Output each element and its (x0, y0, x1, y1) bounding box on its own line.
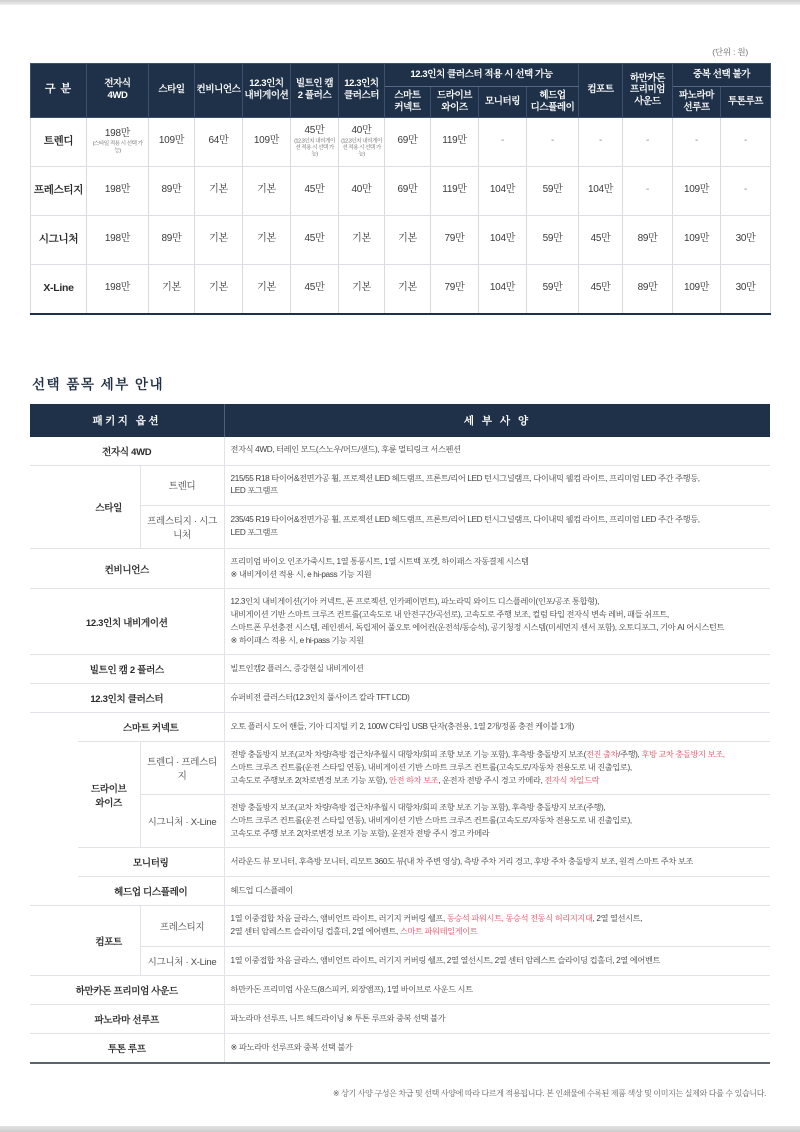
spec-cell-navi (224, 589, 770, 655)
matrix-cell-harman: 89만 (623, 264, 673, 314)
spec-cell-style_trendy (224, 465, 770, 505)
spec-line: 헤드업 디스플레이 (230, 886, 293, 896)
matrix-cell-awd: 198만 (87, 166, 149, 215)
spec-line: 전방 충돌방지 보조(교차 차량/측방 접근차/추월시 대항차/회피 조향 보조 기능 포함), 후측방 충돌방지 보조(전진 출차/주행), 후방 교차 충돌방지 보조, (230, 750, 725, 760)
matrix-cell-monitoring: - (479, 117, 527, 166)
table-row (31, 166, 771, 215)
details-row-panorama (30, 1004, 770, 1033)
price-matrix-table (30, 63, 771, 315)
highlighted-text: 동승석 파워시트, 동승석 전동식 허리지지대 (446, 914, 593, 924)
matrix-cell-panorama: - (673, 117, 721, 166)
details-row-navi (30, 589, 770, 655)
option-label-awd: 전자식 4WD (30, 437, 224, 466)
spec-line: LED 포그램프 (230, 528, 278, 538)
matrix-cell-convenience: 기본 (195, 166, 243, 215)
spec-line: 전자식 4WD, 터레인 모드(스노우/머드/샌드), 후륜 멀티링크 서스펜션 (230, 445, 461, 455)
matrix-col-panorama (673, 86, 721, 117)
matrix-cell-navi: 기본 (243, 215, 291, 264)
option-group-spacer-style (30, 465, 78, 548)
matrix-trim-name: 시그니처 (31, 215, 87, 264)
matrix-cell-note: (12.3인치 내비게이션 적용 시 선택 가능) (341, 138, 382, 158)
details-row-builtincam (30, 655, 770, 684)
matrix-col-smartconnect (385, 86, 431, 117)
matrix-cell-hud: 59만 (527, 264, 579, 314)
matrix-trim-name: 트렌디 (31, 117, 87, 166)
spec-cell-smartconnect (224, 713, 770, 742)
matrix-col-hud (527, 86, 579, 117)
matrix-col-style: 스타일 (149, 64, 195, 118)
spec-cell-panorama (224, 1004, 770, 1033)
matrix-cell-cluster: 40만 (12.3인치 내비게이션 적용 시 선택 가능) (339, 117, 385, 166)
details-header-row (30, 404, 770, 437)
top-divider (0, 0, 800, 5)
matrix-cell-awd: 198만 (87, 264, 149, 314)
matrix-cell-comfort: 45만 (579, 215, 623, 264)
matrix-cell-monitoring: 104만 (479, 166, 527, 215)
matrix-cell-note: (스타일 적용 시 선택 가능) (92, 141, 143, 155)
spec-cell-convenience (224, 549, 770, 589)
spec-line: 2열 센터 암레스트 슬라이딩 컵홀더, 2열 에어벤트, 스마트 파워테일게이트 (230, 927, 478, 937)
matrix-col-dw-l2: 와이즈 (441, 101, 468, 113)
highlighted-text: 후방 교차 충돌방지 보조, (641, 750, 725, 760)
matrix-cell-hud: - (527, 117, 579, 166)
option-sublabel-comfort-prestige: 프레스티지 (140, 906, 224, 946)
details-row-drivewise-trendy (30, 742, 770, 795)
matrix-cell-convenience: 64만 (195, 117, 243, 166)
spec-line: 1열 이중접합 차음 글라스, 앰비언트 라이트, 러기지 커버링 쉘프, 2열 열선시트, 2열 센터 암레스트 슬라이딩 컵홀더, 2열 에어벤트 (230, 955, 661, 965)
spec-line: 고속도로 주행 보조 2(차로변경 보조 기능 포함), 운전자 전방 주시 경고 카메라 (230, 828, 490, 838)
matrix-cell-monitoring: 104만 (479, 215, 527, 264)
details-row-harman (30, 975, 770, 1004)
matrix-cell-style: 기본 (149, 264, 195, 314)
matrix-col-awd-l2: 4WD (107, 90, 128, 102)
matrix-cell-smartconnect: 기본 (385, 264, 431, 314)
option-group-bracket-cluster (30, 713, 78, 906)
spec-line: ※ 파노라마 선루프와 중복 선택 불가 (230, 1042, 353, 1052)
matrix-col-hk-l2: 프리미엄 (629, 84, 666, 96)
option-sublabel-dw-signature: 시그니처 · X-Line (140, 795, 224, 848)
spec-cell-style_prestige (224, 506, 770, 549)
matrix-col-monitoring: 모니터링 (479, 86, 527, 117)
matrix-col-convenience: 컨비니언스 (195, 64, 243, 118)
matrix-cell-harman: 89만 (623, 215, 673, 264)
matrix-col-cluster (339, 64, 385, 118)
matrix-cell-convenience: 기본 (195, 215, 243, 264)
drivewise-label-l1: 드라이브 (90, 783, 127, 795)
details-row-smartconnect (30, 713, 770, 742)
table-row (31, 264, 771, 314)
spec-line: 빌트인캠2 플러스, 증강현실 내비게이션 (230, 663, 364, 673)
option-sublabel-style-trendy: 트렌디 (140, 465, 224, 505)
matrix-cell-cluster: 40만 (339, 166, 385, 215)
matrix-cell-drivewise: 119만 (431, 166, 479, 215)
matrix-col-cam-l2: 2 플러스 (297, 90, 332, 102)
matrix-cell-cluster: 기본 (339, 215, 385, 264)
matrix-cell-navi: 기본 (243, 264, 291, 314)
matrix-cell-panorama: 109만 (673, 215, 721, 264)
matrix-cell-panorama: 109만 (673, 166, 721, 215)
details-row-comfort-prestige (30, 906, 770, 946)
spec-cell-dw_trendy (224, 742, 770, 795)
matrix-trim-name: X-Line (31, 264, 87, 314)
option-label-hud: 헤드업 디스플레이 (78, 877, 224, 906)
matrix-cell-awd: 198만 (87, 215, 149, 264)
matrix-cell-style: 109만 (149, 117, 195, 166)
matrix-trim-name: 프레스티지 (31, 166, 87, 215)
spec-line: 내비게이션 기반 스마트 크루즈 컨트롤(고속도로 내 안전구간/곡선로), 고속도로 주행 보조, 컬럼 타입 전자식 변속 레버, 패들 쉬프트, (230, 610, 669, 620)
drivewise-label-l2: 와이즈 (95, 797, 123, 809)
matrix-cell-smartconnect: 69만 (385, 166, 431, 215)
matrix-body (31, 117, 771, 314)
matrix-cell-harman: - (623, 166, 673, 215)
spec-line: 프리미엄 바이오 인조가죽시트, 1열 통풍시트, 1열 시트백 포켓, 하이패스 자동결제 시스템 (230, 557, 529, 567)
details-row-convenience (30, 549, 770, 589)
spec-cell-awd (224, 437, 770, 466)
spec-line: 스마트 크루즈 컨트롤(운전 스타일 연동), 내비게이션 기반 스마트 크루즈 컨트롤(고속도로/자동차 전용도로 내 진출입로), (230, 816, 632, 826)
matrix-col-gubun: 구 분 (31, 64, 87, 118)
spec-cell-hud (224, 877, 770, 906)
matrix-col-hk-l1: 하만카돈 (629, 72, 666, 84)
spec-cell-comfort_prestige (224, 906, 770, 946)
option-details-table (30, 404, 770, 1064)
option-sublabel-comfort-signature: 시그니처 · X-Line (140, 946, 224, 975)
option-label-monitoring: 모니터링 (78, 848, 224, 877)
matrix-col-sc-l1: 스마트 (394, 89, 421, 101)
option-label-cluster: 12.3인치 클러스터 (30, 684, 224, 713)
highlighted-text: 전자식 차일드락 (544, 775, 600, 785)
matrix-group-exclusive: 중복 선택 불가 (673, 64, 771, 87)
spec-line: 1열 이중접합 차음 글라스, 앰비언트 라이트, 러기지 커버링 쉘프, 동승석 파워시트, 동승석 전동식 허리지지대, 2열 열선시트, (230, 914, 643, 924)
matrix-cell-note: (12.3인치 내비게이션 적용 시 선택 가능) (294, 138, 335, 158)
details-col-option: 패키지 옵션 (30, 404, 224, 437)
matrix-col-drivewise (431, 86, 479, 117)
matrix-cell-drivewise: 79만 (431, 264, 479, 314)
matrix-cell-navi: 109만 (243, 117, 291, 166)
matrix-cell-awd: 198만 (스타일 적용 시 선택 가능) (87, 117, 149, 166)
highlighted-text: 전진 출차 (585, 750, 619, 760)
option-label-style: 스타일 (78, 465, 140, 548)
unit-label: (단위 : 원) (712, 47, 748, 57)
matrix-col-pa-l1: 파노라마 (678, 89, 715, 101)
details-body (30, 437, 770, 1063)
option-group-spacer-comfort (30, 906, 78, 975)
matrix-col-cam-l1: 빌트인 캠 (295, 78, 334, 90)
details-row-monitoring (30, 848, 770, 877)
option-label-builtincam: 빌트인 캠 2 플러스 (30, 655, 224, 684)
matrix-cell-panorama: 109만 (673, 264, 721, 314)
highlighted-text: 안전 하차 보조 (389, 775, 439, 785)
spec-line: 오토 플러시 도어 핸들, 기아 디지털 키 2, 100W C타입 USB 단자(충전용, 1열 2개/정품 충전 케이블 1개) (230, 721, 574, 731)
matrix-col-sc-l2: 커넥트 (394, 101, 421, 113)
footnote: ※ 상기 사양 구성은 차급 및 선택 사양에 따라 다르게 적용됩니다. 본 인쇄물에 수록된 제품 색상 및 이미지는 실제와 다를 수 있습니다. (332, 1088, 766, 1098)
matrix-cell-drivewise: 79만 (431, 215, 479, 264)
matrix-cell-navi: 기본 (243, 166, 291, 215)
matrix-cell-twotone: 30만 (721, 215, 771, 264)
matrix-cell-twotone: 30만 (721, 264, 771, 314)
matrix-col-awd-l1: 전자식 (104, 78, 131, 90)
matrix-cell-harman: - (623, 117, 673, 166)
matrix-col-hud-l1: 헤드업 (539, 89, 566, 101)
matrix-cell-cluster: 기본 (339, 264, 385, 314)
matrix-cell-style: 89만 (149, 166, 195, 215)
option-label-smartconnect: 스마트 커넥트 (78, 713, 224, 742)
details-row-cluster (30, 684, 770, 713)
matrix-col-clu-l2: 클러스터 (343, 90, 380, 102)
matrix-cell-builtincam: 45만 (291, 215, 339, 264)
details-row-twotone (30, 1033, 770, 1063)
spec-line: 12.3인치 내비게이션(기아 커넥트, 폰 프로젝션, 인카페이먼트), 파노라믹 와이드 디스플레이(인포/공조 통합형), (230, 597, 600, 607)
page-title: 선택 품목 세부 안내 (32, 376, 165, 392)
bottom-divider (0, 1126, 800, 1132)
matrix-cell-comfort: - (579, 117, 623, 166)
spec-line: 전방 충돌방지 보조(교차 차량/측방 접근차/추월시 대항차/회피 조향 보조 기능 포함), 후측방 충돌방지 보조(주행), (230, 803, 606, 813)
matrix-col-hk-l3: 사운드 (634, 96, 661, 108)
matrix-col-pa-l2: 선루프 (683, 101, 710, 113)
matrix-col-navi-l2: 내비게이션 (244, 90, 289, 102)
option-sublabel-dw-trendy: 트렌디 · 프레스티지 (140, 742, 224, 795)
matrix-cell-builtincam: 45만 (291, 264, 339, 314)
matrix-col-hud-l2: 디스플레이 (530, 101, 575, 113)
matrix-cell-builtincam: 45만 (291, 166, 339, 215)
matrix-cell-convenience: 기본 (195, 264, 243, 314)
matrix-cell-comfort: 45만 (579, 264, 623, 314)
spec-cell-builtincam (224, 655, 770, 684)
matrix-col-twotone: 투톤루프 (721, 86, 771, 117)
highlighted-text: 스마트 파워테일게이트 (399, 927, 478, 937)
matrix-col-dw-l1: 드라이브 (436, 89, 473, 101)
option-label-navi: 12.3인치 내비게이션 (30, 589, 224, 655)
spec-line: LED 포그램프 (230, 486, 278, 496)
matrix-col-awd (87, 64, 149, 118)
details-row-awd (30, 437, 770, 466)
details-row-drivewise-signature (30, 795, 770, 848)
table-row (31, 117, 771, 166)
spec-cell-monitoring (224, 848, 770, 877)
matrix-header-row-1 (31, 64, 771, 87)
spec-line: 고속도로 주행보조 2(차로변경 보조 기능 포함), 안전 하차 보조, 운전자 전방 주시 경고 카메라, 전자식 차일드락 (230, 775, 600, 785)
spec-line: 235/45 R19 타이어&전면가공 휠, 프로젝션 LED 헤드램프, 프론트/리어 LED 턴시그널램프, 다이내믹 웰컴 라이트, 프리미엄 LED 주간 주행등, (230, 515, 700, 525)
spec-line: 파노라마 선루프, 니트 헤드라이닝 ※ 투톤 루프와 중복 선택 불가 (230, 1013, 446, 1023)
spec-line: ※ 내비게이션 적용 시, e hi-pass 기능 지원 (230, 569, 372, 579)
spec-line: 서라운드 뷰 모니터, 후측방 모니터, 리모트 360도 뷰(내 차 주변 영상), 측방 주차 거리 경고, 후방 주차 충돌방지 보조, 원격 스마트 주차 보조 (230, 857, 693, 867)
details-col-spec: 세 부 사 양 (224, 404, 770, 437)
matrix-col-harman (623, 64, 673, 118)
option-sublabel-style-prestige: 프레스티지 · 시그니처 (140, 506, 224, 549)
spec-cell-dw_signature (224, 795, 770, 848)
option-label-drivewise (78, 742, 140, 848)
matrix-cell-twotone: - (721, 166, 771, 215)
matrix-cell-hud: 59만 (527, 166, 579, 215)
option-label-harman: 하만카돈 프리미엄 사운드 (30, 975, 224, 1004)
details-row-hud (30, 877, 770, 906)
details-row-comfort-signature (30, 946, 770, 975)
matrix-cell-builtincam: 45만 (12.3인치 내비게이션 적용 시 선택 가능) (291, 117, 339, 166)
spec-line: 스마트폰 무선충전 시스템, 레인센서, 독립제어 풀오토 에어컨(운전석/동승석), 공기청정 시스템(미세먼지 센서 포함), 오토디포그, 기아 AI 어시스턴트 (230, 622, 724, 632)
spec-cell-comfort_signature (224, 946, 770, 975)
matrix-cell-monitoring: 104만 (479, 264, 527, 314)
spec-cell-harman (224, 975, 770, 1004)
matrix-cell-twotone: - (721, 117, 771, 166)
spec-line: 스마트 크루즈 컨트롤(운전 스타일 연동), 내비게이션 기반 스마트 크루즈 컨트롤(고속도로/자동차 전용도로 내 진출입로), (230, 762, 632, 772)
matrix-group-cluster-optional: 12.3인치 클러스터 적용 시 선택 가능 (385, 64, 579, 87)
table-row (31, 215, 771, 264)
matrix-cell-style: 89만 (149, 215, 195, 264)
option-label-convenience: 컨비니언스 (30, 549, 224, 589)
option-label-twotone: 투톤 루프 (30, 1033, 224, 1063)
spec-cell-cluster (224, 684, 770, 713)
matrix-col-clu-l1: 12.3인치 (344, 78, 379, 90)
matrix-col-navi-l1: 12.3인치 (249, 78, 284, 90)
spec-cell-twotone (224, 1033, 770, 1063)
matrix-cell-smartconnect: 69만 (385, 117, 431, 166)
spec-line: 슈퍼비전 클러스터(12.3인치 풀사이즈 칼라 TFT LCD) (230, 692, 410, 702)
matrix-col-navi (243, 64, 291, 118)
spec-line: 하만카돈 프리미엄 사운드(8스피커, 외장앰프), 1열 바이브로 사운드 시트 (230, 984, 473, 994)
option-label-panorama: 파노라마 선루프 (30, 1004, 224, 1033)
matrix-cell-smartconnect: 기본 (385, 215, 431, 264)
matrix-col-builtincam (291, 64, 339, 118)
matrix-cell-hud: 59만 (527, 215, 579, 264)
spec-line: ※ 하이패스 적용 시, e hi-pass 기능 지원 (230, 635, 364, 645)
details-row-style-trendy (30, 465, 770, 505)
matrix-col-comfort: 컴포트 (579, 64, 623, 118)
option-label-comfort: 컴포트 (78, 906, 140, 975)
matrix-cell-drivewise: 119만 (431, 117, 479, 166)
matrix-cell-comfort: 104만 (579, 166, 623, 215)
details-row-style-prestige (30, 506, 770, 549)
spec-line: 215/55 R18 타이어&전면가공 휠, 프로젝션 LED 헤드램프, 프론트/리어 LED 턴시그널램프, 다이내믹 웰컴 라이트, 프리미엄 LED 주간 주행등, (230, 473, 700, 483)
